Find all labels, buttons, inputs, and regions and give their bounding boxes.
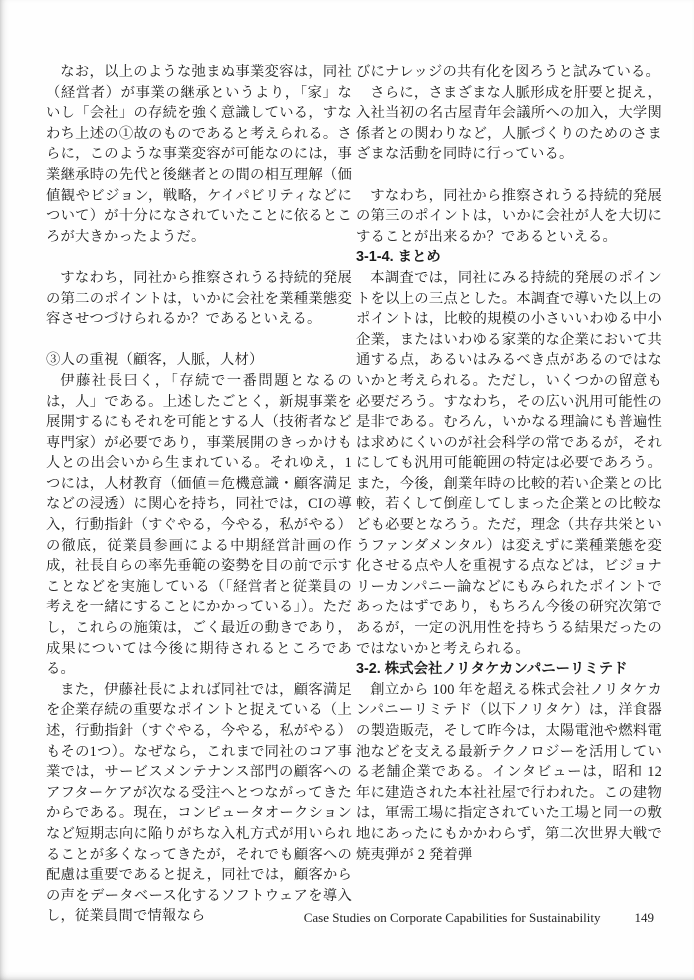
section-heading-3-2-noritake: 3-2. 株式会社ノリタケカンパニーリミテド <box>356 661 628 678</box>
paragraph-knowledge-sharing-continuation: びにナレッジの共有化を図ろうと試みている。 <box>356 64 661 80</box>
paragraph-noritake-intro: 創立から 100 年を超える株式会社ノリタケカンパニーリミテド（以下ノリタケ）は，洋食器の製造販売，そして昨今は，太陽電池や燃料電池などを支える最新テクノロジーを活用している老舗企業である。インタビューは，昭和 12 年に建造された本社社屋で行われた。この建物は，軍需工場に指定されていた工場と同一の敷地にあったにもかかわらず，第二次世界大戦で焼夷弾が 2 発着弾 <box>356 681 662 863</box>
left-column <box>46 62 352 927</box>
paragraph-networking: さらに，さまざまな人脈形成を肝要と捉え，入社当初の名古屋青年会議所への加入，大学関係者との関わりなど，人脈づくりのためのさまざまな活動を同時に行っている。 <box>356 84 662 163</box>
page-footer <box>304 910 654 926</box>
subheading-people-focus: ③人の重視（顧客，人脈，人材） <box>46 352 264 369</box>
paragraph-ito-president: 伊藤社長曰く，「存続で一番問題となるのは，人」である。上述したごとく，新規事業を展開するにもそれを可能とする人（技術者など専門家）が必要であり，事業展開のきっかけも人との出会いから生まれている。それゆえ，1つには，人材教育（価値＝危機意識・顧客満足などの浸透）に関心を持ち，同社では，CIの導入，行動指針（すぐやる，今やる，私がやる）の徹底，従業員参画による中期経営計画の作成，社長自らの率先垂範の姿勢を目の前で示すことなどを実施している（「経営者と従業員の考えを一緒にすることにかかっている」）。ただし，これらの施策は，ごく最近の動きであり，成果については今後に期待されるところである。 <box>46 372 352 678</box>
page-number: 149 <box>634 910 654 925</box>
section-heading-3-1-4-summary: 3-1-4. まとめ <box>356 249 441 266</box>
paragraph-business-transformation: なお，以上のような弛まぬ事業変容は，同社（経営者）が事業の継承というより，「家」ないし「会社」の存続を強く意識している，すなわち上述の①故のものであると考えられる。さらに，このような事業変容が可能なのには，事業継承時の先代と後継者との間の相互理解（価値観やビジョン，戦略，ケイパビリティなどについて）が十分になされていたことに依るところが大きかったようだ。 <box>46 64 352 245</box>
paragraph-third-point: すなわち，同社から推察されうる持続的発展の第三のポイントは，いかに会社が人を大切にすることが出来るか？であるといえる。 <box>356 187 662 245</box>
running-title: Case Studies on Corporate Capabilities for Sustainability <box>303 910 601 925</box>
paragraph-summary: 本調査では，同社にみる持続的発展のポイントを以上の三点とした。本調査で導いた以上のポイントは，比較的規模の小さいいわゆる中小企業，またはいわゆる家業的な企業において共通する点，あるいはみるべき点があるのではないかと考えられる。ただし，いくつかの留意も必要だろう。すなわち，その広い汎用可能性の是非である。むろん，いかなる理論にも普遍性は求めにくいのが社会科学の常であるが，それにしても汎用可能範囲の特定は必要であろう。また，今後，創業年時の比較的若い企業との比較，若くして倒産してしまった企業との比較なども必要となろう。ただ，理念（共存共栄というファンダメンタル）は変えずに業種業態を変化させる点や人を重視する点などは，ビジョナリーカンパニー論などにもみられたポイントであったはずであり，もちろん今後の研究次第であるが，一定の汎用性を持ちうる結果だったのではないかと考えられる。 <box>356 269 662 657</box>
right-column <box>356 62 662 865</box>
paragraph-customer-satisfaction: また，伊藤社長によれば同社では，顧客満足を企業存続の重要なポイントと捉えている（上述，行動指針（すぐやる，今やる，私がやる）もその1つ）。なぜなら，これまで同社のコア事業では，サービスメンテナンス部門の顧客へのアフターケアが次なる受注へとつながってきたからである。現在，コンピュータオークションなど短期志向に陥りがちな入札方式が用いられることが多くなってきたが，それでも顧客への配慮は重要であると捉え，同社では，顧客からの声をデータベース化するソフトウェアを導入し，従業員間で情報なら <box>46 681 352 925</box>
paragraph-second-point: すなわち，同社から推察されうる持続的発展の第二のポイントは，いかに会社を業種業態変容させつづけられるか？であるといえる。 <box>46 269 352 328</box>
